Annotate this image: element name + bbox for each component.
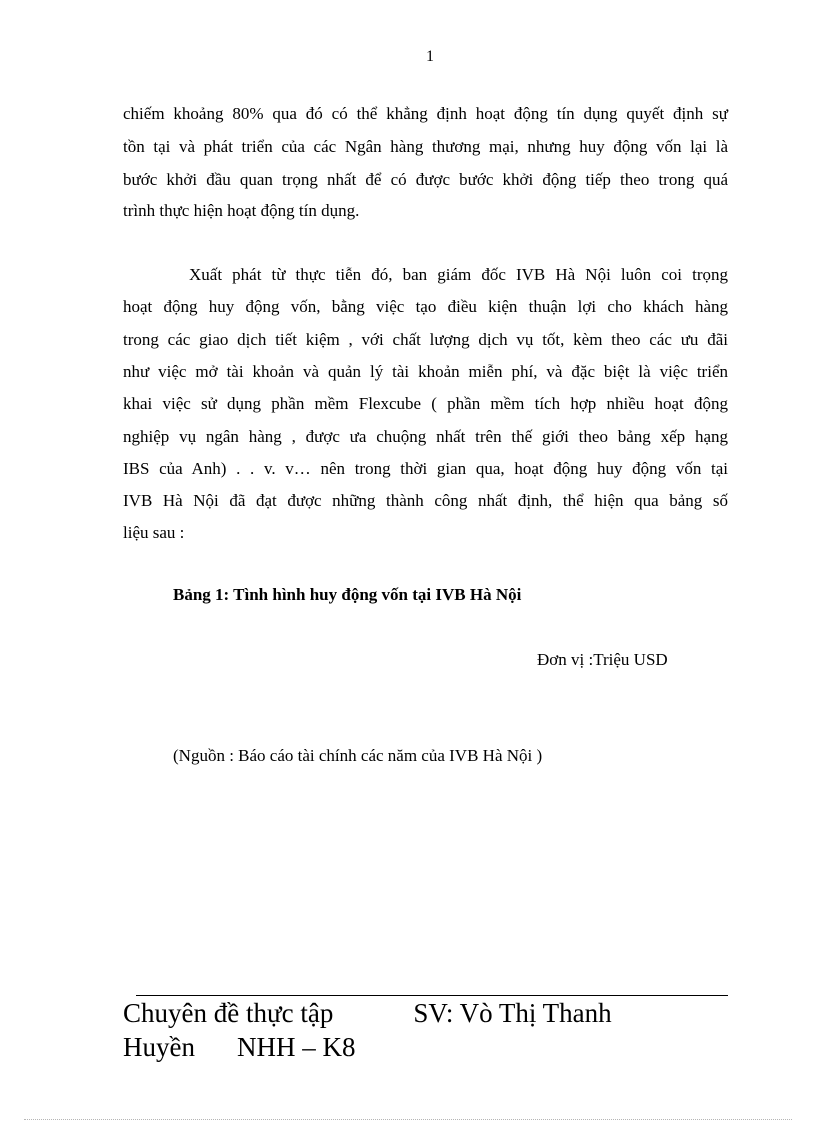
table-source: (Nguồn : Báo cáo tài chính các năm của IVB Hà Nội ) [173,746,543,765]
text-line: trong các giao dịch tiết kiệm , với chất lượng dịch vụ tốt, kèm theo các ưu đãi [123,330,728,349]
page-edge [24,1119,792,1120]
text-line: bước khởi đầu quan trọng nhất để có được bước khởi động tiếp theo trong quá [123,170,728,189]
text-line: nghiệp vụ ngân hàng , được ưa chuộng nhất trên thế giới theo bảng xếp hạng [123,427,728,446]
text-line: hoạt động huy động vốn, bằng việc tạo điều kiện thuận lợi cho khách hàng [123,297,728,316]
text-line: Xuất phát từ thực tiễn đó, ban giám đốc IVB Hà Nội luôn coi trọng [189,265,728,284]
text-line: IVB Hà Nội đã đạt được những thành công nhất định, thể hiện qua bảng số [123,491,728,510]
footer-topic: Chuyên đề thực tập [123,998,334,1028]
text-line: trình thực hiện hoạt động tín dụng. [123,201,360,220]
footer-divider [136,995,728,996]
table-caption: Bảng 1: Tình hình huy động vốn tại IVB Hà Nội [173,585,522,604]
footer-line-2 [123,1032,355,1063]
text-line: tồn tại và phát triển của các Ngân hàng thương mại, nhưng huy động vốn lại là [123,137,728,156]
text-line: IBS của Anh) . . v. v… nên trong thời gian qua, hoạt động huy động vốn tại [123,459,728,478]
text-line: khai việc sử dụng phần mềm Flexcube ( phần mềm tích hợp nhiều hoạt động [123,394,728,413]
footer-student: SV: Vò Thị Thanh [413,998,612,1028]
text-line: liệu sau : [123,523,185,542]
footer-line-1 [123,998,612,1029]
text-line: như việc mở tài khoản và quản lý tài khoản miễn phí, và đặc biệt là việc triển [123,362,728,381]
table-unit: Đơn vị :Triệu USD [537,650,668,669]
footer-name-cont: Huyền [123,1032,195,1062]
page-number: 1 [426,48,434,65]
footer-class: NHH – K8 [236,1032,356,1062]
text-line: chiếm khoảng 80% qua đó có thể khẳng định hoạt động tín dụng quyết định sự [123,104,728,123]
